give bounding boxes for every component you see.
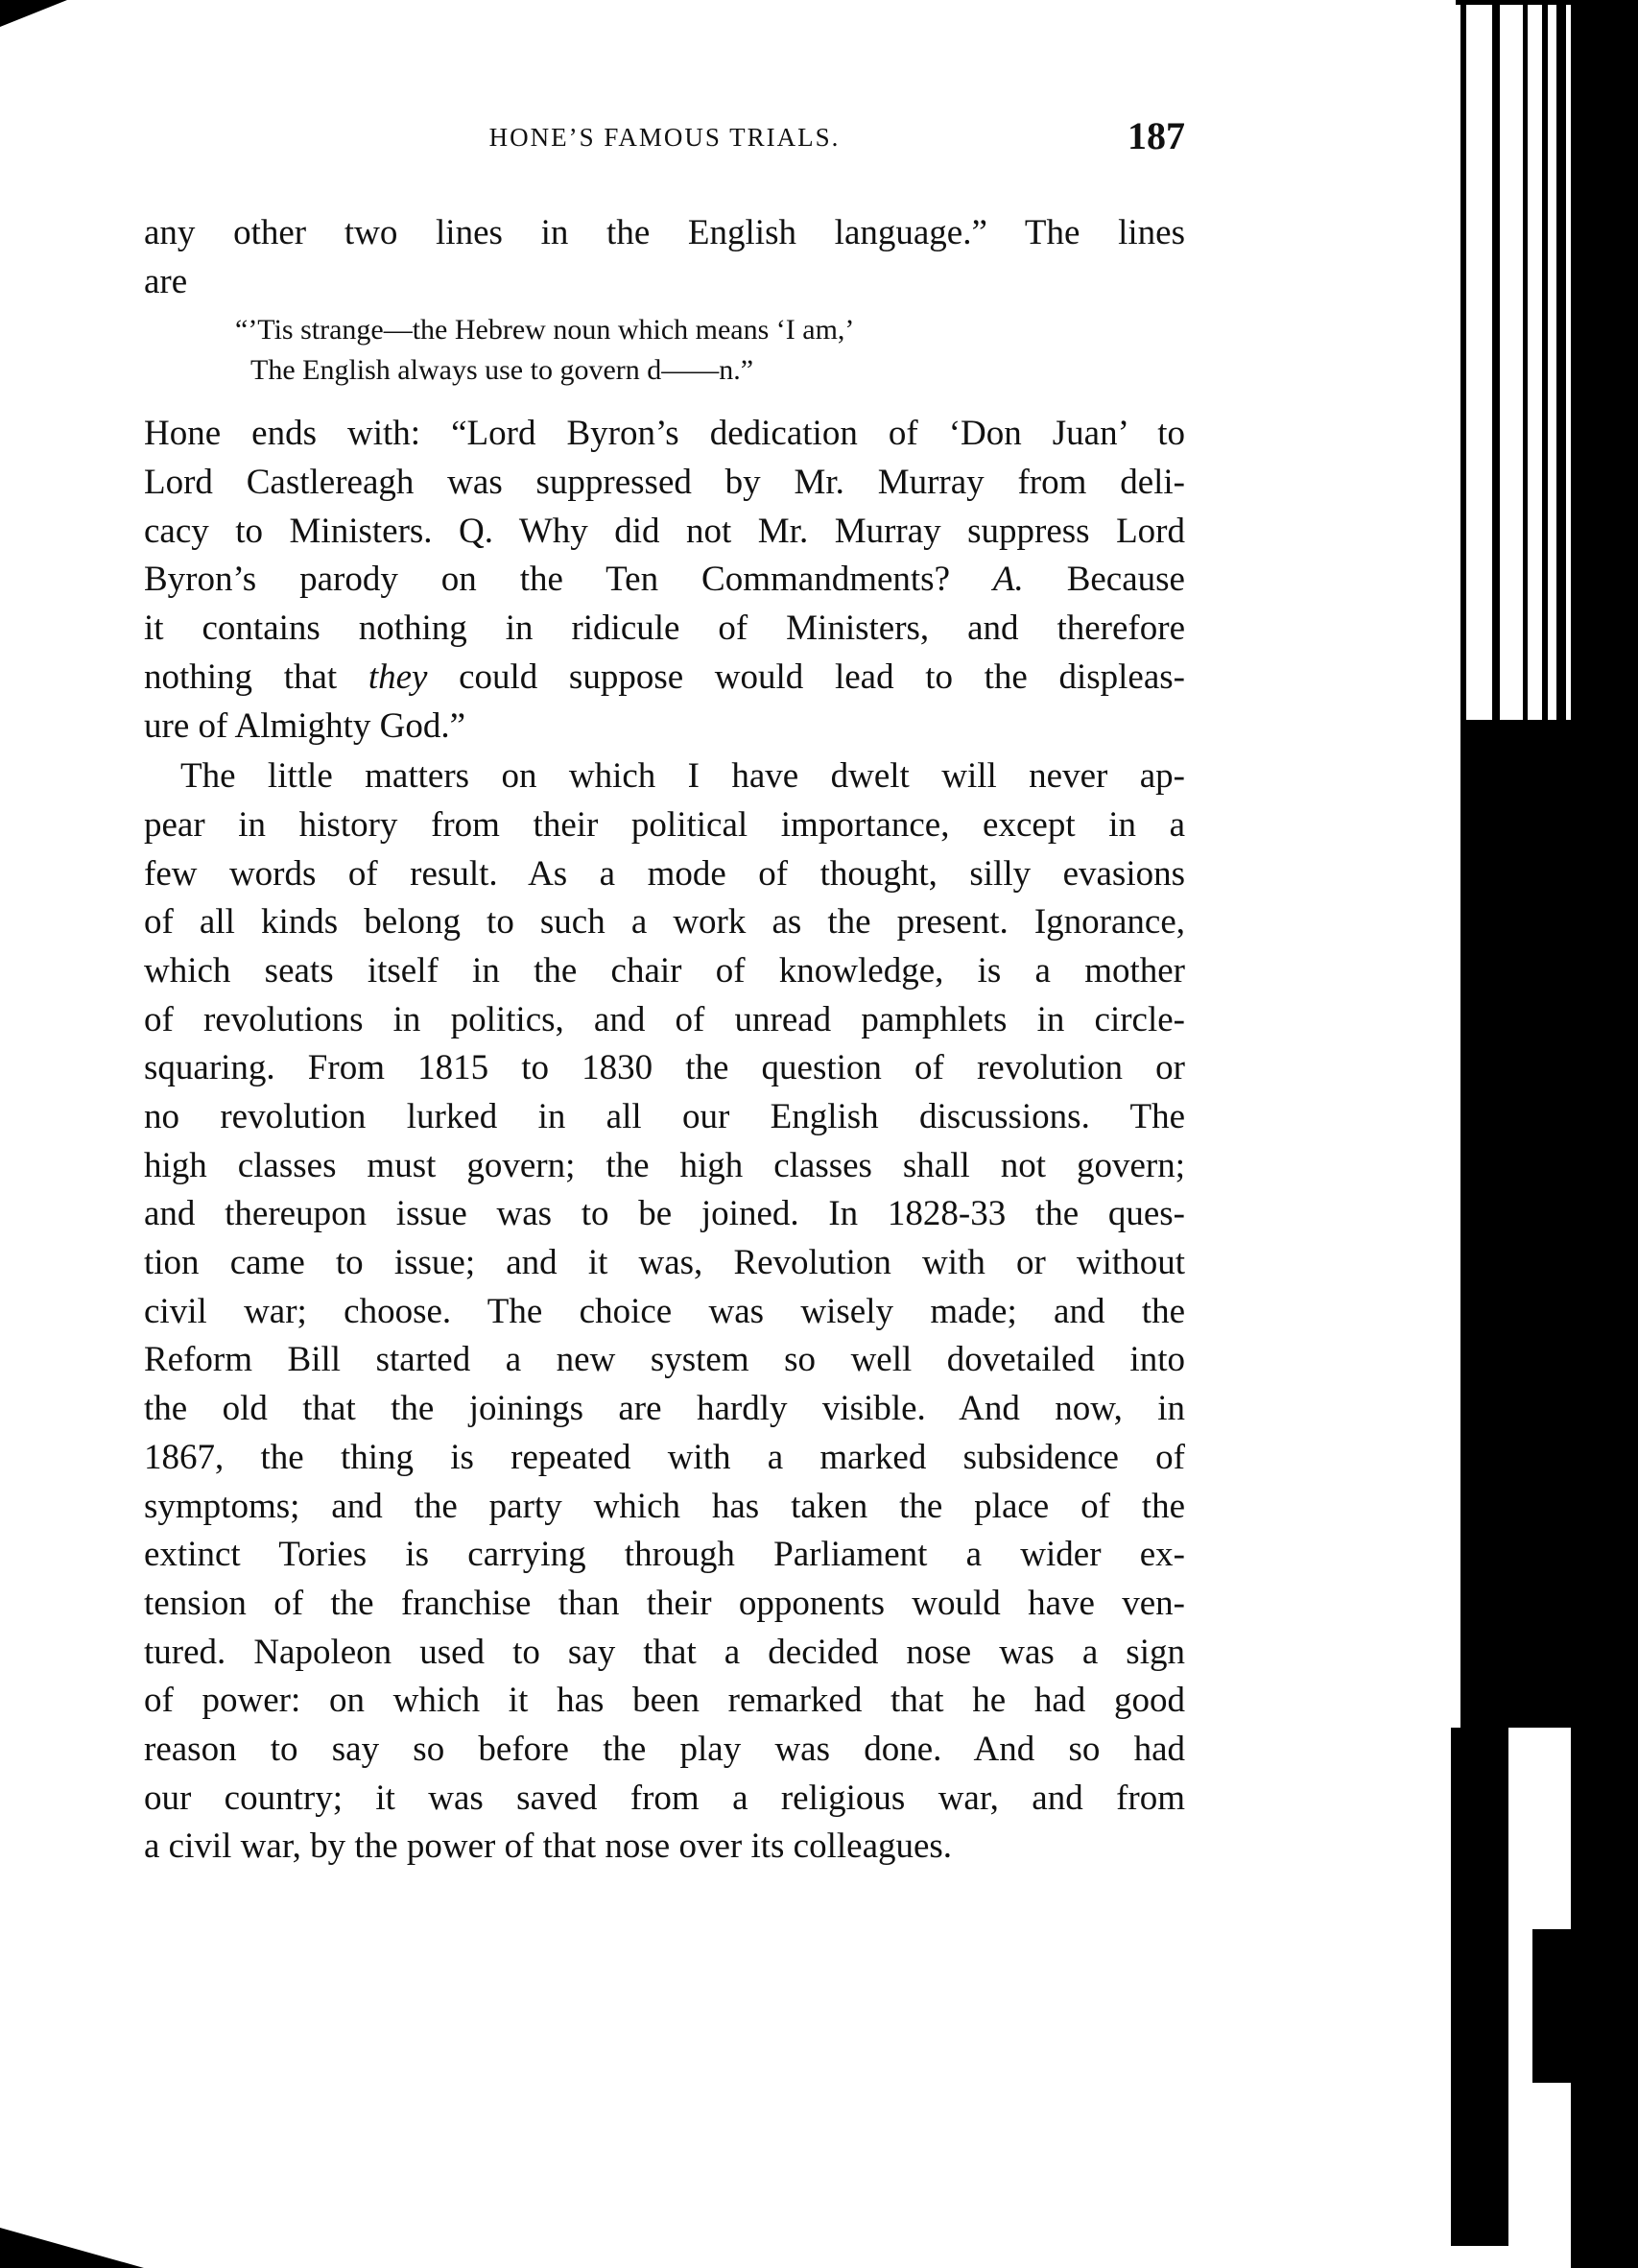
text-line: tension of the franchise than their opponents would have ven- [144,1583,1185,1623]
text-line: Byron’s parody on the Ten Commandments? A. Because [144,560,1185,600]
text-line: our country; it was saved from a religious war, and from [144,1778,1185,1818]
page-corner-bottom [0,2220,154,2268]
verse-quote [235,310,1089,391]
text-line: which seats itself in the chair of knowledge, is a mother [144,950,1185,991]
text-line: a civil war, by the power of that nose over its colleagues. [144,1826,953,1867]
text-line: Reform Bill started a new system so well dovetailed into [144,1340,1185,1380]
running-header [144,113,1185,161]
text-line: extinct Tories is carrying through Parliament a wider ex- [144,1535,1185,1575]
text-line: and thereupon issue was to be joined. In 1828-33 the ques- [144,1194,1185,1234]
text-line: symptoms; and the party which has taken the place of the [144,1486,1185,1526]
verse-line: The English always use to govern d——n.” [250,354,754,387]
text-line: Lord Castlereagh was suppressed by Mr. Murray from deli- [144,463,1185,503]
text-line: cacy to Ministers. Q. Why did not Mr. Murray suppress Lord [144,511,1185,551]
page-corner-top [0,0,67,29]
text-line: tured. Napoleon used to say that a decided nose was a sign [144,1632,1185,1672]
paragraph-3 [144,752,1185,1872]
text-line: of power: on which it has been remarked that he had good [144,1681,1185,1721]
page-number: 187 [1128,114,1185,157]
text-line: pear in history from their political importance, except in a [144,804,1185,845]
text-line: Hone ends with: “Lord Byron’s dedication of ‘Don Juan’ to [144,414,1185,454]
text-line: are [144,261,188,301]
text-line: high classes must govern; the high classes shall not govern; [144,1145,1185,1185]
paragraph-1 [144,209,1185,306]
text-line: the old that the joinings are hardly visible. And now, in [144,1389,1185,1429]
text-line: reason to say so before the play was done. And so had [144,1729,1185,1769]
text-line: civil war; choose. The choice was wisely made; and the [144,1291,1185,1331]
text-line: of all kinds belong to such a work as the present. Ignorance, [144,902,1185,943]
verse-line: “’Tis strange—the Hebrew noun which means ‘I am,’ [235,314,855,346]
book-edge-scan-artifact [1417,0,1638,2268]
text-line: of revolutions in politics, and of unread pamphlets in circle- [144,999,1185,1039]
text-line: few words of result. As a mode of thought, silly evasions [144,853,1185,894]
body-text [144,209,1185,1872]
text-line: nothing that they could suppose would lead to the displeas- [144,657,1185,697]
text-line: squaring. From 1815 to 1830 the question of revolution or [144,1048,1185,1088]
text-line: no revolution lurked in all our English discussions. The [144,1097,1185,1136]
text-line: The little matters on which I have dwelt will never ap- [180,756,1185,797]
text-line: 1867, the thing is repeated with a marked subsidence of [144,1437,1185,1477]
running-title: HONE’S FAMOUS TRIALS. [488,123,841,152]
text-line: tion came to issue; and it was, Revolution with or without [144,1243,1185,1283]
text-line: ure of Almighty God.” [144,705,466,746]
text-line: any other two lines in the English language.” The lines [144,213,1185,252]
paragraph-2 [144,410,1185,751]
text-line: it contains nothing in ridicule of Ministers, and therefore [144,609,1185,649]
